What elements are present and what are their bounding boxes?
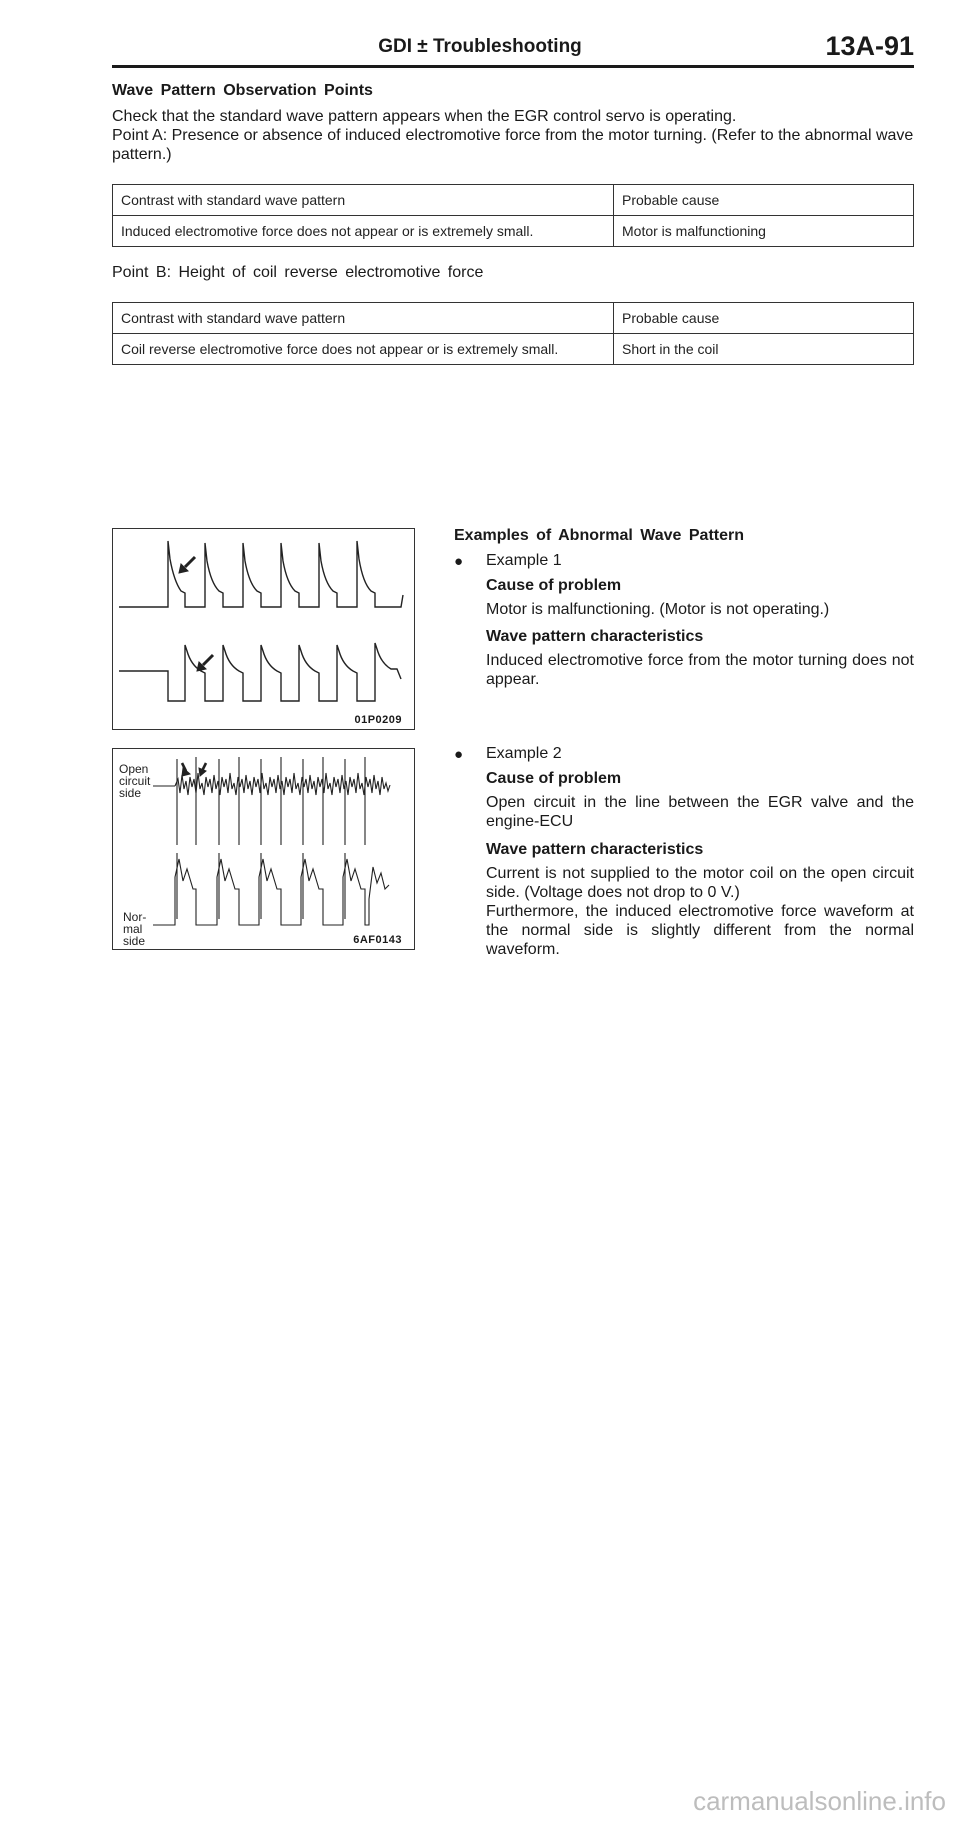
section-heading: Wave Pattern Observation Points: [112, 82, 373, 99]
example-1-characteristics-heading: Wave pattern characteristics: [486, 628, 704, 645]
example-2-characteristics: Current is not supplied to the motor coil on the open circuit side. (Voltage does not drop to 0 V.): [486, 865, 914, 901]
example-2-cause: Open circuit in the line between the EGR valve and the engine-ECU: [486, 794, 914, 830]
table-cell: Motor is malfunctioning: [614, 216, 914, 247]
example-2-characteristics-heading: Wave pattern characteristics: [486, 841, 704, 858]
label-line: side: [123, 934, 146, 948]
label-line: Nor-: [123, 910, 147, 924]
waveform-drawing: [113, 529, 414, 729]
point-b-table: [112, 302, 914, 365]
example-1-cause-heading: Cause of problem: [486, 577, 622, 594]
header-rule: [112, 65, 914, 68]
example-2-characteristics-continued: Furthermore, the induced electromotive force waveform at the normal side is slightly different from the normal waveform.: [486, 903, 914, 958]
table-header-cell: Probable cause: [614, 185, 914, 216]
waveform-drawing: [113, 749, 414, 949]
example-2-label: Example 2: [486, 745, 562, 762]
figure-code: 6AF0143: [353, 934, 402, 946]
bullet-marker: ●: [454, 553, 464, 570]
bullet-marker: ●: [454, 746, 464, 763]
label-line: circuit: [119, 774, 151, 788]
section-title: GDI ± Troubleshooting: [378, 36, 582, 57]
label-line: mal: [123, 922, 143, 936]
point-a-paragraph: Point A: Presence or absence of induced electromotive force from the motor turning. (Refer to the abnormal wave pattern.): [112, 127, 914, 163]
page-number: 13A-91: [825, 31, 914, 61]
label-line: Open: [119, 762, 149, 776]
waveform-figure-example-2: [112, 748, 415, 950]
table-header-cell: Contrast with standard wave pattern: [113, 303, 614, 334]
waveform-figure-example-1: [112, 528, 415, 730]
table-row: [113, 216, 914, 247]
example-2-cause-heading: Cause of problem: [486, 770, 622, 787]
example-1-label: Example 1: [486, 552, 562, 569]
table-header-row: [113, 185, 914, 216]
example-1-cause: Motor is malfunctioning. (Motor is not operating.): [486, 601, 830, 618]
watermark: carmanualsonline.info: [693, 1786, 946, 1816]
figure-code: 01P0209: [354, 714, 402, 726]
table-header-row: [113, 303, 914, 334]
label-line: side: [119, 786, 142, 800]
examples-heading: Examples of Abnormal Wave Pattern: [454, 527, 744, 544]
table-cell: Coil reverse electromotive force does not appear or is extremely small.: [113, 334, 614, 365]
example-1-characteristics: Induced electromotive force from the motor turning does not appear.: [486, 652, 914, 688]
table-cell: Short in the coil: [614, 334, 914, 365]
table-header-cell: Probable cause: [614, 303, 914, 334]
intro-paragraph: Check that the standard wave pattern appears when the EGR control servo is operating.: [112, 108, 737, 125]
table-cell: Induced electromotive force does not appear or is extremely small.: [113, 216, 614, 247]
point-a-table: [112, 184, 914, 247]
normal-side-label: [123, 911, 146, 947]
point-b-paragraph: Point B: Height of coil reverse electromotive force: [112, 264, 484, 281]
table-header-cell: Contrast with standard wave pattern: [113, 185, 614, 216]
open-circuit-side-label: [119, 763, 150, 799]
table-row: [113, 334, 914, 365]
